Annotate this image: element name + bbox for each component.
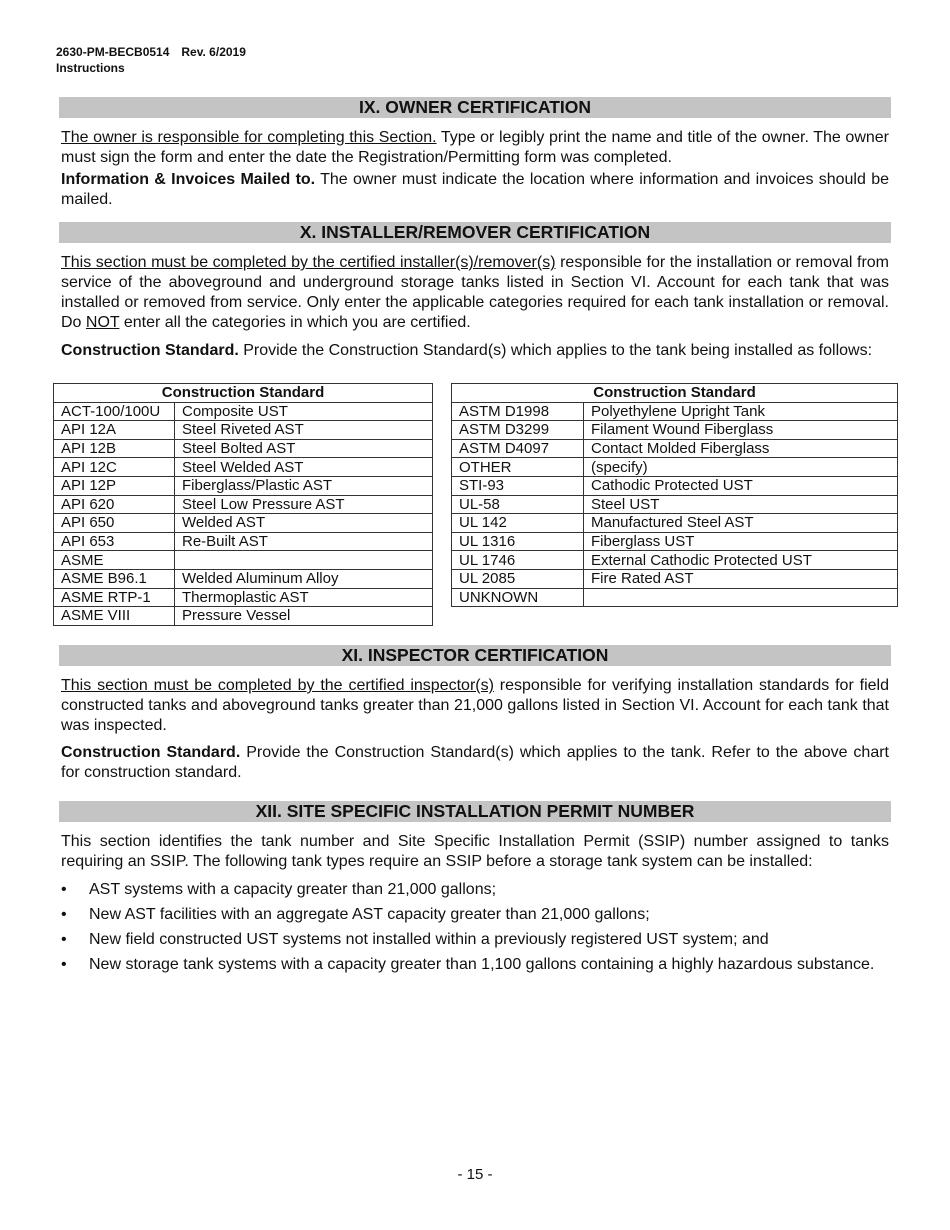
- table-row: [54, 569, 433, 588]
- standard-code: UL 142: [452, 514, 584, 533]
- standard-description: Polyethylene Upright Tank: [584, 402, 898, 421]
- standard-description: [584, 588, 898, 607]
- list-item: [61, 905, 889, 925]
- table-row: [54, 532, 433, 551]
- standard-code: API 653: [54, 532, 175, 551]
- table-row: [54, 551, 433, 570]
- section-xi-text: responsible for verifying installation standards for field constructed tanks and aboveground tanks greater than 21,000 gallons listed in Section VI. Account for each tank that was inspected.: [61, 677, 890, 734]
- standard-description: (specify): [584, 458, 898, 477]
- table-row: [54, 458, 433, 477]
- table-row: [452, 476, 898, 495]
- standard-code: UL-58: [452, 495, 584, 514]
- table-row: [452, 495, 898, 514]
- table-row: [54, 607, 433, 626]
- section-ix-underlined-text: The owner is responsible for completing this Section.: [61, 129, 437, 146]
- table-header: Construction Standard: [452, 384, 898, 403]
- standard-description: Re-Built AST: [175, 532, 433, 551]
- standard-code: API 12B: [54, 439, 175, 458]
- section-x-title: X. INSTALLER/REMOVER CERTIFICATION: [59, 222, 891, 243]
- standard-description: External Cathodic Protected UST: [584, 551, 898, 570]
- table-row: [452, 532, 898, 551]
- table-row: [452, 588, 898, 607]
- table-row: [452, 569, 898, 588]
- standard-code: UL 1316: [452, 532, 584, 551]
- list-item-text: New storage tank systems with a capacity greater than 1,100 gallons containing a highly hazardous substance.: [89, 956, 875, 973]
- standard-description: Filament Wound Fiberglass: [584, 421, 898, 440]
- standard-code: ASTM D1998: [452, 402, 584, 421]
- standard-code: ASME RTP-1: [54, 588, 175, 607]
- section-xi-title: XI. INSPECTOR CERTIFICATION: [59, 645, 891, 666]
- table-row: [54, 476, 433, 495]
- standard-description: Thermoplastic AST: [175, 588, 433, 607]
- page-number: - 15 -: [457, 1166, 493, 1183]
- standard-description: Steel UST: [584, 495, 898, 514]
- table-row: [452, 402, 898, 421]
- section-x-underlined-text: This section must be completed by the certified installer(s)/remover(s): [61, 254, 556, 271]
- standard-description: Steel Riveted AST: [175, 421, 433, 440]
- form-id: 2630-PM-BECB0514: [56, 45, 170, 59]
- table-row: [54, 495, 433, 514]
- standard-description: Welded Aluminum Alloy: [175, 569, 433, 588]
- section-xi-paragraph-2: [61, 743, 889, 783]
- invoices-text: The owner must indicate the location where information and invoices should be mailed.: [61, 171, 889, 208]
- list-item: [61, 955, 889, 975]
- bullet-icon: •: [61, 881, 67, 898]
- ssip-requirements-list: [61, 880, 889, 980]
- standard-description: Cathodic Protected UST: [584, 476, 898, 495]
- section-ix-paragraph-1: [61, 128, 889, 168]
- standard-code: OTHER: [452, 458, 584, 477]
- standard-description: Steel Low Pressure AST: [175, 495, 433, 514]
- section-xii-title: XII. SITE SPECIFIC INSTALLATION PERMIT NUMBER: [59, 801, 891, 822]
- bullet-icon: •: [61, 931, 67, 948]
- standard-code: API 650: [54, 514, 175, 533]
- construction-standard-table-right: [451, 383, 898, 607]
- list-item: [61, 930, 889, 950]
- construction-standard-text: Provide the Construction Standard(s) which applies to the tank. Refer to the above chart for construction standard.: [61, 744, 890, 781]
- table-row: [452, 421, 898, 440]
- section-ix-title: IX. OWNER CERTIFICATION: [59, 97, 891, 118]
- standard-code: API 12P: [54, 476, 175, 495]
- table-row: [54, 402, 433, 421]
- not-emphasis: NOT: [85, 314, 120, 331]
- standard-description: Welded AST: [175, 514, 433, 533]
- table-row: [452, 458, 898, 477]
- section-x-paragraph-2: [61, 341, 889, 361]
- standard-description: [175, 551, 433, 570]
- standard-code: API 620: [54, 495, 175, 514]
- table-row: [54, 439, 433, 458]
- standard-code: ASME B96.1: [54, 569, 175, 588]
- standard-description: Pressure Vessel: [175, 607, 433, 626]
- bullet-icon: •: [61, 906, 67, 923]
- standard-code: UNKNOWN: [452, 588, 584, 607]
- section-x-text: responsible for the installation or removal from service of the aboveground and underground storage tanks listed in Section VI. Account for each tank that was installed or removed from service. Only enter the applicable categories required for each tank installation or removal. Do: [61, 254, 890, 331]
- standard-code: API 12C: [54, 458, 175, 477]
- section-xii-paragraph-1: This section identifies the tank number and Site Specific Installation Permit (SSIP) number assigned to tanks requiring an SSIP. The following tank types require an SSIP before a storage tank system can be installed:: [61, 833, 889, 870]
- standard-code: API 12A: [54, 421, 175, 440]
- standard-description: Fiberglass UST: [584, 532, 898, 551]
- standard-code: UL 1746: [452, 551, 584, 570]
- construction-standard-heading: Construction Standard.: [61, 342, 239, 359]
- table-header: Construction Standard: [54, 384, 433, 403]
- table-row: [54, 421, 433, 440]
- standard-code: STI-93: [452, 476, 584, 495]
- section-x-text-end: enter all the categories in which you are certified.: [119, 314, 471, 331]
- list-item: [61, 880, 889, 900]
- table-row: [54, 588, 433, 607]
- standard-description: Steel Bolted AST: [175, 439, 433, 458]
- standard-code: ASME: [54, 551, 175, 570]
- section-x-paragraph-1: [61, 253, 889, 333]
- standard-code: ACT-100/100U: [54, 402, 175, 421]
- table-row: [452, 514, 898, 533]
- standard-description: Contact Molded Fiberglass: [584, 439, 898, 458]
- document-header: [56, 44, 246, 76]
- bullet-icon: •: [61, 956, 67, 973]
- section-xi-underlined-text: This section must be completed by the certified inspector(s): [61, 677, 494, 694]
- standard-description: Manufactured Steel AST: [584, 514, 898, 533]
- standard-code: UL 2085: [452, 569, 584, 588]
- table-row: [452, 439, 898, 458]
- standard-description: Composite UST: [175, 402, 433, 421]
- table-row: [54, 514, 433, 533]
- construction-standard-text: Provide the Construction Standard(s) which applies to the tank being installed as follows:: [238, 342, 873, 359]
- standard-code: ASTM D4097: [452, 439, 584, 458]
- list-item-text: AST systems with a capacity greater than 21,000 gallons;: [89, 881, 497, 898]
- section-ix-paragraph-2: [61, 170, 889, 210]
- construction-standard-table-left: [53, 383, 433, 626]
- invoices-heading: Information & Invoices Mailed to.: [61, 171, 316, 188]
- standard-description: Fire Rated AST: [584, 569, 898, 588]
- revision-date: Rev. 6/2019: [181, 45, 246, 59]
- list-item-text: New AST facilities with an aggregate AST capacity greater than 21,000 gallons;: [89, 906, 650, 923]
- standard-code: ASTM D3299: [452, 421, 584, 440]
- section-xi-paragraph-1: [61, 676, 889, 736]
- standard-description: Steel Welded AST: [175, 458, 433, 477]
- table-row: [452, 551, 898, 570]
- document-type: Instructions: [56, 61, 125, 75]
- list-item-text: New field constructed UST systems not installed within a previously registered UST system; and: [89, 931, 769, 948]
- construction-standard-heading: Construction Standard.: [61, 744, 241, 761]
- section-ix-text: Type or legibly print the name and title of the owner. The owner must sign the form and enter the date the Registration/Permitting form was completed.: [61, 129, 890, 166]
- standard-description: Fiberglass/Plastic AST: [175, 476, 433, 495]
- standard-code: ASME VIII: [54, 607, 175, 626]
